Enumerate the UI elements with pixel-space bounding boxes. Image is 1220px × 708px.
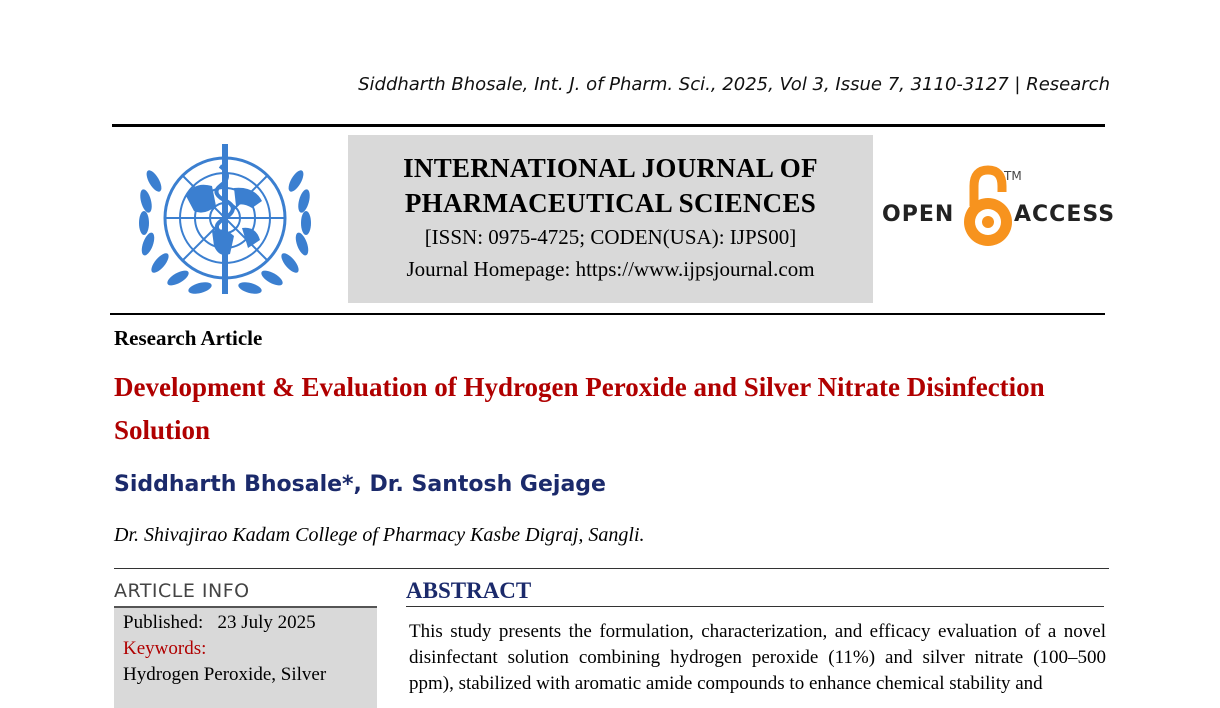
- article-info-box: [114, 608, 377, 708]
- keywords-value: Hydrogen Peroxide, Silver: [123, 664, 327, 685]
- journal-masthead: [348, 135, 873, 303]
- header-bottom-rule: [110, 313, 1105, 315]
- journal-title-line1: INTERNATIONAL JOURNAL OF: [403, 153, 818, 183]
- published-date: 23 July 2025: [217, 612, 316, 633]
- abstract-rule: [406, 606, 1104, 607]
- published-row: [123, 610, 377, 636]
- open-access-logo: [880, 164, 1116, 254]
- open-access-open-text: OPEN: [882, 202, 955, 227]
- trademark-mark: TM: [1004, 169, 1022, 183]
- running-header: Siddharth Bhosale, Int. J. of Pharm. Sci., 2025, Vol 3, Issue 7, 3110-3127 | Research: [358, 74, 1110, 95]
- abstract-text: This study presents the formulation, characterization, and efficacy evaluation of a novel disinfectant solution combining hydrogen peroxide (11%) and silver nitrate (100–500 ppm), stabilized with aromatic amide compounds to enhance chemical stability and: [409, 621, 1106, 694]
- journal-emblem-icon: [124, 136, 326, 306]
- journal-title-line2: PHARMACEUTICAL SCIENCES: [404, 188, 817, 218]
- article-title: Development & Evaluation of Hydrogen Peroxide and Silver Nitrate Disinfection Solution: [114, 372, 1045, 445]
- header-top-rule: [112, 124, 1105, 127]
- journal-homepage-link[interactable]: Journal Homepage: https://www.ijpsjournal.com: [406, 257, 815, 281]
- published-label: Published:: [123, 612, 204, 633]
- open-access-access-text: ACCESS: [1014, 202, 1116, 227]
- journal-title: [348, 151, 873, 221]
- article-type: Research Article: [114, 326, 263, 350]
- keywords-label: Keywords:: [123, 638, 207, 659]
- article-info-heading: ARTICLE INFO: [114, 580, 250, 602]
- article-authors: Siddharth Bhosale*, Dr. Santosh Gejage: [114, 472, 606, 497]
- abstract-heading: ABSTRACT: [406, 578, 532, 603]
- article-divider: [114, 568, 1109, 569]
- author-affiliation: Dr. Shivajirao Kadam College of Pharmacy Kasbe Digraj, Sangli.: [114, 524, 645, 546]
- journal-issn: [ISSN: 0975-4725; CODEN(USA): IJPS00]: [424, 225, 797, 249]
